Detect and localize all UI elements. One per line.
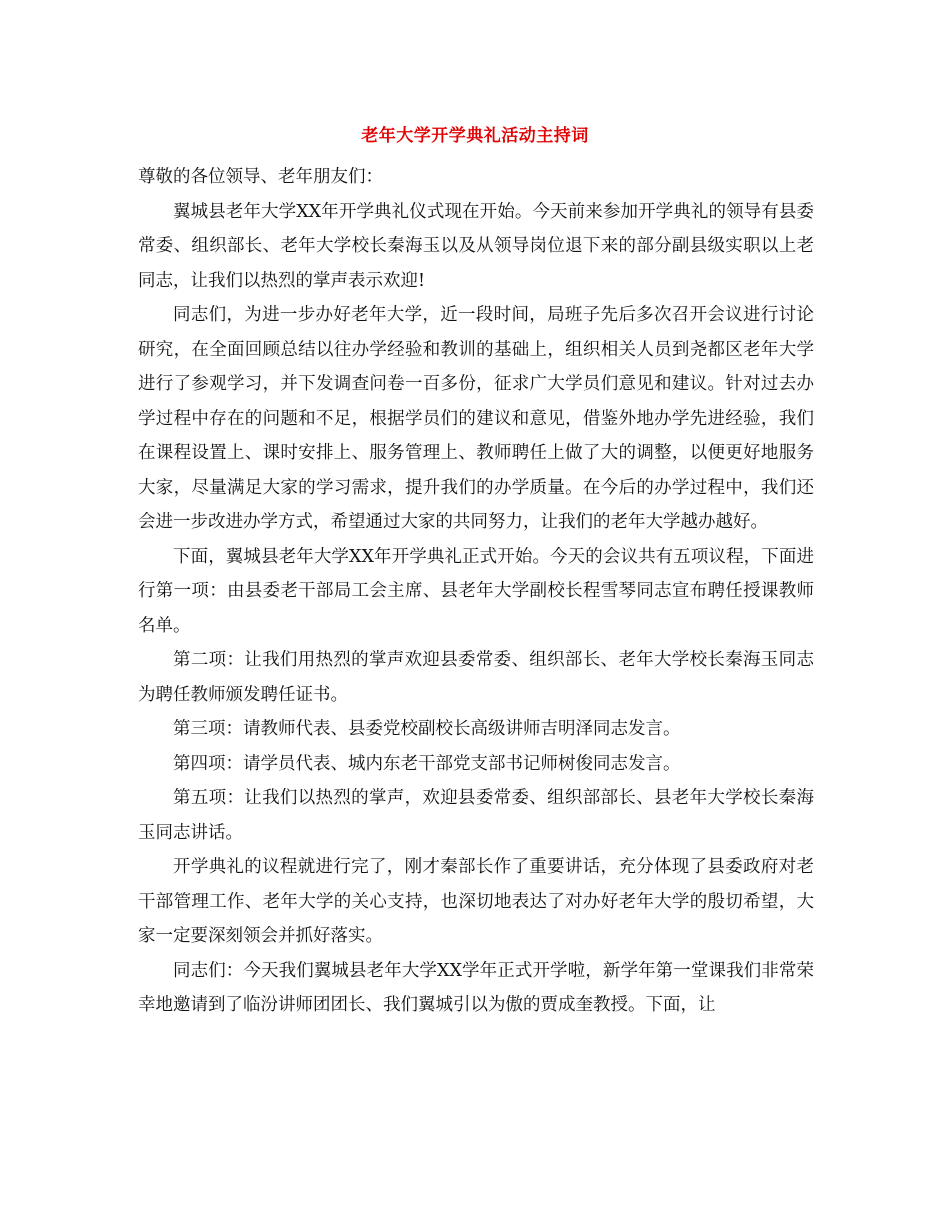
- paragraph-agenda-item-5: 第五项：让我们以热烈的掌声，欢迎县委常委、组织部部长、县老年大学校长秦海玉同志讲话。: [138, 788, 814, 843]
- document-body: [138, 160, 814, 1023]
- paragraph-agenda-item-4: 第四项：请学员代表、城内东老干部党支部书记师树俊同志发言。: [173, 753, 681, 774]
- document-title: 老年大学开学典礼活动主持词: [361, 126, 589, 146]
- paragraph-preparation: 同志们，为进一步办好老年大学，近一段时间，局班子先后多次召开会议进行讨论研究，在全面回顾总结以往办学经验和教训的基础上，组织相关人员到尧都区老年大学进行了参观学习，并下发调查问卷一百多份，征求广大学员们意见和建议。针对过去办学过程中存在的问题和不足，根据学员们的建议和意见，借鉴外地办学先进经验，我们在课程设置上、课时安排上、服务管理上、教师聘任上做了大的调整，以便更好地服务大家，尽量满足大家的学习需求，提升我们的办学质量。在今后的办学过程中，我们还会进一步改进办学方式，希望通过大家的共同努力，让我们的老年大学越办越好。: [138, 305, 814, 532]
- paragraph-agenda-item-2: 第二项：让我们用热烈的掌声欢迎县委常委、组织部长、老年大学校长秦海玉同志为聘任教师颁发聘任证书。: [138, 650, 814, 705]
- paragraph-closing-summary: 开学典礼的议程就进行完了，刚才秦部长作了重要讲话，充分体现了县委政府对老干部管理工作、老年大学的关心支持，也深切地表达了对办好老年大学的殷切希望，大家一定要深刻领会并抓好落实。: [138, 857, 814, 946]
- paragraph-agenda-item-3: 第三项：请教师代表、县委党校副校长高级讲师吉明泽同志发言。: [173, 719, 681, 739]
- salutation: 尊敬的各位领导、老年朋友们：: [138, 167, 383, 187]
- paragraph-opening: 翼城县老年大学XX年开学典礼仪式现在开始。今天前来参加开学典礼的领导有县委常委、组织部长、老年大学校长秦海玉以及从领导岗位退下来的部分副县级实职以上老同志，让我们以热烈的掌声表示欢迎!: [138, 201, 814, 291]
- paragraph-agenda-intro: 下面，翼城县老年大学XX年开学典礼正式开始。今天的会议共有五项议程，下面进行第一项：由县委老干部局工会主席、县老年大学副校长程雪琴同志宣布聘任授课教师名单。: [138, 546, 814, 636]
- paragraph-first-lecture: 同志们：今天我们翼城县老年大学XX学年正式开学啦，新学年第一堂课我们非常荣幸地邀请到了临汾讲师团团长、我们翼城引以为傲的贾成奎教授。下面，让: [138, 960, 814, 1015]
